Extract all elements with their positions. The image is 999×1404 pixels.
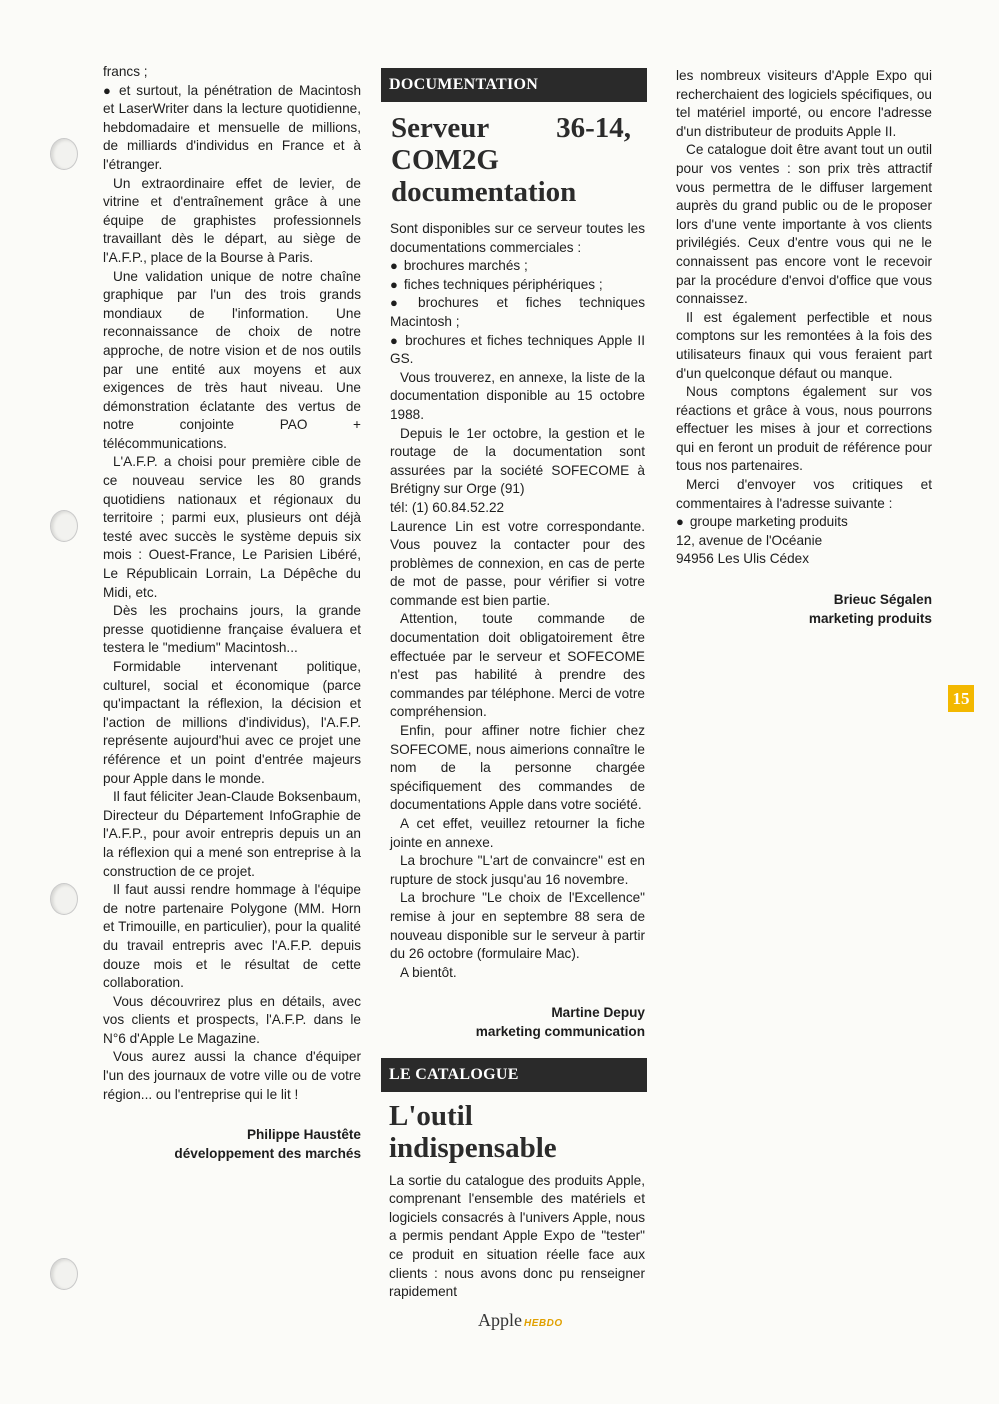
paragraph: Attention, toute commande de documentation doit obligatoirement être effectuée par le serveur et SOFECOME n'est pas habilité à prendre des commandes par téléphone. Merci de votre compréhension. xyxy=(390,611,645,720)
binder-hole xyxy=(50,138,78,170)
signature-role: marketing communication xyxy=(475,1023,645,1039)
address-line: 94956 Les Ulis Cédex xyxy=(676,551,809,567)
page-number: 15 xyxy=(948,685,974,712)
address-line: 12, avenue de l'Océanie xyxy=(676,532,823,548)
footer-logo xyxy=(478,1310,563,1331)
column-middle xyxy=(381,68,647,1302)
paragraph: Merci d'envoyer vos critiques et commentaires à l'adresse suivante : xyxy=(676,477,932,511)
paragraph: Ce catalogue doit être avant tout un outil pour vos ventes : son prix très attractif vous permettra de le diffuser largement auprès du grand public ou de le proposer lors d'une vente importante à vos clients privilégiés. Ceux d'entre vous qui ne le connaissent pas encore vont le recevoir par la procédure d'envoi d'office que vous connaissez. xyxy=(676,142,932,307)
paragraph: Il est également perfectible et nous comptons sur les remontées à la fois des utilisateurs finaux qui vous feraient part d'un quelconque défaut ou manque. xyxy=(676,309,932,381)
bullet-item: ● brochures marchés ; xyxy=(390,257,645,276)
bullet-item: ● et surtout, la pénétration de Macintosh et LaserWriter dans la lecture quotidienne, hebdomadaire et mensuelle de millions, de milliards d'individus en France et à l'étranger. xyxy=(103,82,361,175)
article-body xyxy=(381,220,647,1042)
bullet-item: ● fiches techniques périphériques ; xyxy=(390,276,645,295)
paragraph: Un extraordinaire effet de levier, de vitrine et d'entraînement grâce à une équipe de graphistes professionnels travaillant dès le départ, au siège de l'A.F.P., place de la Bourse à Paris. xyxy=(103,175,361,265)
article-headline: Serveur 36-14, COM2G documentation xyxy=(391,112,631,208)
paragraph: Vous aurez aussi la chance d'équiper l'un des journaux de votre ville ou de votre région... ou l'entreprise qui le lit ! xyxy=(103,1049,361,1102)
article-headline: L'outil indispensable xyxy=(389,1099,557,1164)
paragraph: Une validation unique de notre chaîne graphique par l'un des trois grands mondiaux de l'information. Une reconnaissance de choix de notre approche, de notre vision et de nos outils par une entité aux moyens et aux exigences de très haut niveau. Une démonstration éclatante des vertus de notre conjointe PAO + télécommunications. xyxy=(103,268,361,451)
signature-name: Brieuc Ségalen xyxy=(833,592,932,608)
paragraph: francs ; xyxy=(103,64,148,79)
signature-name: Martine Depuy xyxy=(551,1005,645,1021)
signature-role: marketing produits xyxy=(808,610,932,626)
paragraph: Formidable intervenant politique, culturel, social et économique (parce qu'impactant la réflexion, la décision et l'action de millions d'individus), l'A.F.P. représente aujourd'hui avec ce projet une référence et un point d'entrée majeurs pour Apple dans le monde. xyxy=(103,659,361,786)
paragraph: Enfin, pour affiner notre fichier chez SOFECOME, nous aimerions connaître le nom de la personne chargée spécifiquement des commandes de documentations Apple dans votre société. xyxy=(390,723,645,813)
paragraph: La brochure "Le choix de l'Excellence" remise à jour en septembre 88 sera de nouveau disponible sur le serveur à partir du 26 octobre (formulaire Mac). xyxy=(390,890,645,962)
paragraph: Depuis le 1er octobre, la gestion et le routage de la documentation sont assurées par la société SOFECOME à Brétigny sur Orge (91) xyxy=(390,425,645,497)
paragraph: Vous trouverez, en annexe, la liste de la documentation disponible au 15 octobre 1988. xyxy=(390,369,645,422)
binder-hole xyxy=(50,510,78,542)
binder-hole xyxy=(50,883,78,915)
footer-suffix: HEBDO xyxy=(524,1318,563,1329)
paragraph: les nombreux visiteurs d'Apple Expo qui recherchaient des logiciels spécifiques, ou tel matériel importé, ou encore l'adresse d'un distributeur de produits Apple II. xyxy=(676,68,932,139)
paragraph: L'A.F.P. a choisi pour première cible de ce nouveau service les 80 grands quotidiens nationaux et régionaux du territoire ; parmi eux, plusieurs ont déjà testé avec succès le système depuis six mois : Ouest-France, Le Parisien Libéré, Le Républicain Lorrain, La Dépêche du Midi, etc. xyxy=(103,454,361,600)
paragraph: Sont disponibles sur ce serveur toutes les documentations commerciales : xyxy=(390,221,645,255)
phone-line: tél: (1) 60.84.52.22 xyxy=(390,499,505,515)
paragraph: Vous découvrirez plus en détails, avec vos clients et prospects, l'A.F.P. dans le N°6 d'Apple Le Magazine. xyxy=(103,993,361,1046)
column-right xyxy=(676,67,932,628)
bullet-item: ● brochures et fiches techniques Macintosh ; xyxy=(390,294,645,331)
paragraph: Laurence Lin est votre correspondante. Vous pouvez la contacter pour des problèmes de connexion, en cas de perte de mot de passe, pour vérifier si votre commande est bien partie. xyxy=(390,518,645,608)
paragraph: A cet effet, veuillez retourner la fiche jointe en annexe. xyxy=(390,816,645,850)
section-banner: LE CATALOGUE xyxy=(381,1058,647,1092)
binder-hole xyxy=(50,1258,78,1290)
paragraph: La brochure "L'art de convaincre" est en rupture de stock jusqu'au 16 novembre. xyxy=(390,853,645,887)
signature-role: développement des marchés xyxy=(174,1145,361,1161)
footer-brand: Apple xyxy=(478,1310,522,1330)
bullet-item: ● brochures et fiches techniques Apple II GS. xyxy=(390,332,645,369)
section-banner: DOCUMENTATION xyxy=(381,68,647,102)
address-line: ● groupe marketing produits xyxy=(676,513,932,532)
paragraph: Il faut féliciter Jean-Claude Boksenbaum, Directeur du Département InfoGraphie de l'A.F.P., pour avoir entrepris depuis un an la réflexion qui a mené son entreprise à la construction de ce projet. xyxy=(103,789,361,879)
signature-name: Philippe Haustête xyxy=(246,1127,361,1143)
paragraph: Il faut aussi rendre hommage à l'équipe de notre partenaire Polygone (MM. Horn et Trimouille, en particulier), pour la qualité du travail entrepris avec l'A.F.P. depuis douze mois et le résultat de cette collaboration. xyxy=(103,882,361,991)
article-body xyxy=(381,1172,647,1302)
paragraph: La sortie du catalogue des produits Apple, comprenant l'ensemble des matériels et logiciels consacrés à l'univers Apple, nous a permis pendant Apple Expo de "tester" ce produit en situation réelle face aux clients : nous avons donc pu renseigner rapidement xyxy=(389,1172,645,1300)
column-left xyxy=(103,63,361,1163)
paragraph: Dès les prochains jours, la grande presse quotidienne française évaluera et testera le "medium" Macintosh... xyxy=(103,603,361,656)
paragraph: Nous comptons également sur vos réactions et grâce à vous, nous pourrons effectuer les mises à jour et corrections qui en feront un produit de référence pour tous nos partenaires. xyxy=(676,384,932,474)
paragraph: A bientôt. xyxy=(400,964,457,980)
